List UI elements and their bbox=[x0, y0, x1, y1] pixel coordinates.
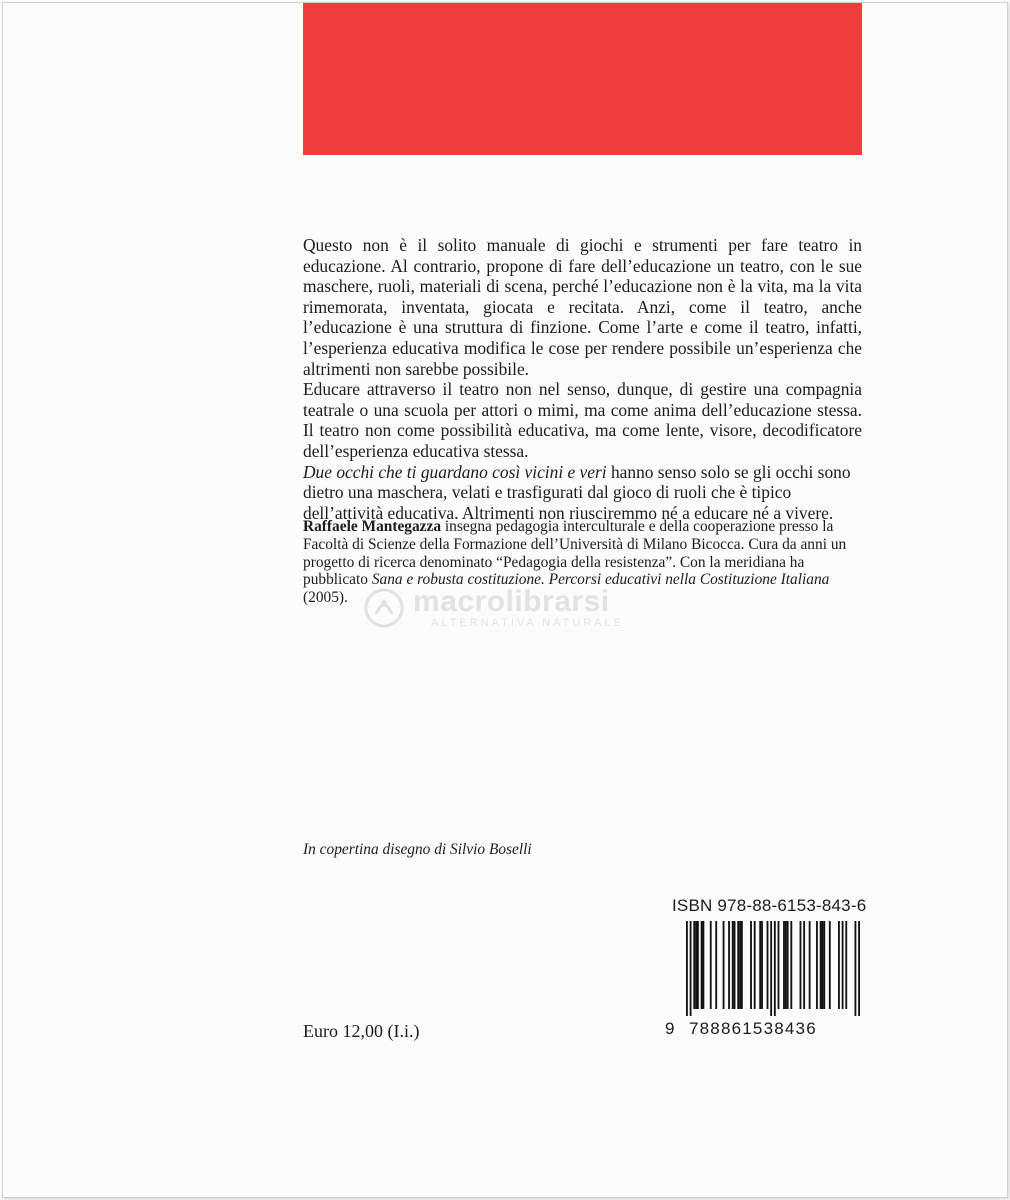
barcode-bar bbox=[778, 921, 780, 1009]
barcode-bar bbox=[690, 921, 692, 1016]
barcode-bar bbox=[803, 921, 805, 1009]
blurb-paragraph-3 bbox=[303, 462, 862, 524]
barcode-bar bbox=[809, 921, 811, 1009]
barcode-bar bbox=[774, 921, 776, 1016]
isbn-label: ISBN 978-88-6153-843-6 bbox=[672, 896, 867, 915]
barcode-bar bbox=[693, 921, 695, 1009]
barcode-bar bbox=[800, 921, 802, 1009]
book-back-cover bbox=[2, 2, 1008, 1198]
cover-blurb bbox=[303, 235, 862, 523]
barcode-bar bbox=[790, 921, 792, 1009]
author-bio-text: insegna pedagogia interculturale e della cooperazione presso la Facoltà di Scienze della Formazione dell’Università di Milano Bicocca. Cura da anni un progetto di ricerca denominato “Pedagogia della resistenza”. Con la meridiana ha pubblicato bbox=[303, 518, 847, 589]
barcode-bar bbox=[845, 921, 847, 1009]
barcode-bar bbox=[754, 921, 756, 1009]
barcode-bar bbox=[750, 921, 752, 1009]
barcode-bar bbox=[787, 921, 789, 1009]
barcode-bar bbox=[734, 921, 736, 1009]
barcode-bar bbox=[715, 921, 717, 1009]
barcode-bar bbox=[741, 921, 743, 1009]
barcode-bar bbox=[702, 921, 704, 1009]
blurb-paragraph-1: Questo non è il solito manuale di giochi e strumenti per fare teatro in educazione. Al contrario, propone di fare dell’educazione un teatro, con le sue maschere, ruoli, materiali di scena, perché l’educazione non è la vita, ma la vita rimemorata, inventata, giocata e recitata. Anzi, come il teatro, anche l’educazione è una struttura di finzione. Come l’arte e come il teatro, infatti, l’esperienza educativa modifica le cose per rendere possibile un’esperienza che altrimenti non sarebbe possibile. bbox=[303, 235, 862, 379]
barcode-bar bbox=[723, 921, 725, 1009]
barcode-bar bbox=[855, 921, 857, 1016]
barcode-first-digit: 9 bbox=[665, 1019, 676, 1038]
red-color-band bbox=[303, 3, 862, 155]
barcode-bar bbox=[710, 921, 712, 1009]
barcode-bar bbox=[820, 921, 822, 1009]
watermark-name: macrolibrarsi bbox=[413, 585, 610, 618]
barcode-bar bbox=[767, 921, 769, 1009]
barcode-bar bbox=[829, 921, 831, 1009]
price: Euro 12,00 (I.i.) bbox=[303, 1021, 420, 1041]
barcode-bar bbox=[838, 921, 840, 1009]
author-name: Raffaele Mantegazza bbox=[303, 518, 442, 535]
barcode-bar bbox=[823, 921, 825, 1009]
blurb-paragraph-3-text: hanno senso solo se gli occhi sono dietro una maschera, velati e trasfigurati dal gioco di ruoli che è tipico dell’attività educativa. Altrimenti non riusciremmo né a educare né a vivere. bbox=[303, 461, 851, 523]
barcode-bar bbox=[695, 921, 697, 1009]
barcode-bar bbox=[770, 921, 772, 1016]
barcode-bar bbox=[858, 921, 860, 1016]
blurb-quote: Due occhi che ti guardano così vicini e veri bbox=[303, 461, 607, 482]
barcode bbox=[686, 921, 860, 1016]
barcode-bar bbox=[728, 921, 730, 1009]
barcode-bar bbox=[737, 921, 739, 1009]
author-bio bbox=[303, 518, 863, 607]
cover-credit: In copertina disegno di Silvio Boselli bbox=[303, 841, 532, 858]
barcode-bar bbox=[686, 921, 688, 1016]
barcode-bar bbox=[701, 921, 703, 1009]
watermark-tagline: ALTERNATIVA NATURALE bbox=[431, 617, 625, 629]
barcode-bar bbox=[759, 921, 761, 1009]
barcode-bar bbox=[732, 921, 734, 1009]
barcode-bar bbox=[822, 921, 824, 1009]
barcode-bar bbox=[761, 921, 763, 1009]
blurb-paragraph-2: Educare attraverso il teatro non nel senso, dunque, di gestire una compagnia teatrale o una scuola per attori o mimi, ma come anima dell’educazione stessa. Il teatro non come possibilità educativa, ma come lente, visore, decodificatore dell’esperienza educativa stessa. bbox=[303, 379, 862, 461]
barcode-bar bbox=[842, 921, 844, 1009]
barcode-bar bbox=[783, 921, 785, 1009]
author-bio-year: (2005). bbox=[303, 589, 348, 607]
book-title: Sana e robusta costituzione. Percorsi educativi nella Costituzione Italiana bbox=[371, 571, 830, 589]
barcode-bar bbox=[785, 921, 787, 1009]
barcode-digit-groups: 788861538436 bbox=[689, 1019, 817, 1038]
barcode-bar bbox=[739, 921, 741, 1009]
barcode-bar bbox=[816, 921, 818, 1009]
barcode-bar bbox=[697, 921, 699, 1009]
